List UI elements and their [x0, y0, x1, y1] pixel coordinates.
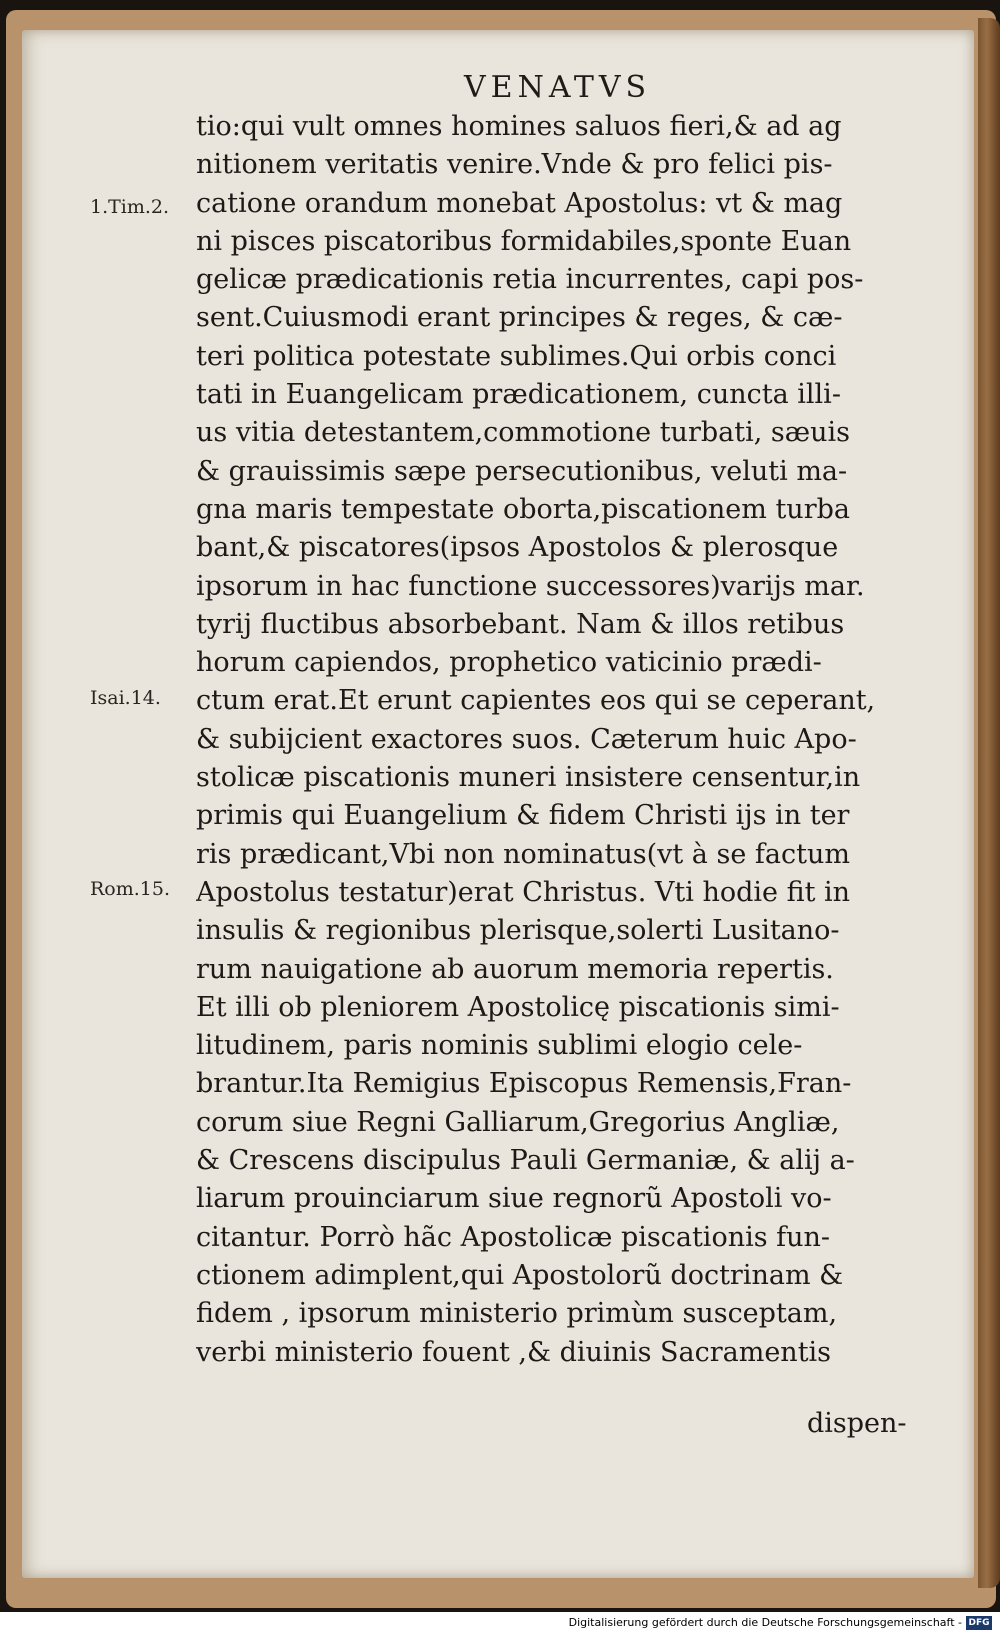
text-line: stolicæ piscationis muneri insistere censentur,in: [196, 762, 861, 794]
funding-credit: Digitalisierung gefördert durch die Deutsche Forschungsgemeinschaft -: [568, 1616, 962, 1629]
text-line: & subijcient exactores suos. Cæterum huic Apo-: [196, 723, 857, 755]
catchword: dispen-: [807, 1408, 907, 1439]
text-line: citantur. Porrò hãc Apostolicæ piscationis fun-: [196, 1221, 831, 1253]
text-line: tyrij fluctibus absorbebant. Nam & illos retibus: [196, 608, 845, 640]
text-line: tio:qui vult omnes homines saluos fieri,& ad ag: [196, 111, 842, 142]
text-line: ctum erat.Et erunt capientes eos qui se ceperant,: [196, 685, 876, 717]
text-line: liarum prouinciarum siue regnorũ Apostoli vo-: [196, 1183, 832, 1215]
margin-note-isai: Isai.14.: [90, 687, 161, 709]
text-line: ris prædicant,Vbi non nominatus(vt à se factum: [196, 838, 850, 870]
text-line: brantur.Ita Remigius Episcopus Remensis,Fran-: [196, 1068, 852, 1100]
text-line: primis qui Euangelium & fidem Christi ijs in ter: [196, 800, 850, 832]
text-line: gelicæ prædicationis retia incurrentes, capi pos-: [196, 264, 864, 296]
text-line: us vitia detestantem,commotione turbati, sæuis: [196, 417, 850, 449]
body-text: [196, 108, 916, 1372]
text-line: catione orandum monebat Apostolus: vt & mag: [196, 187, 843, 219]
text-line: fidem , ipsorum ministerio primùm susceptam,: [196, 1298, 838, 1330]
text-line: rum nauigatione ab auorum memoria repertis.: [196, 953, 834, 985]
text-line: Apostolus testatur)erat Christus. Vti hodie fit in: [196, 876, 851, 908]
book-fore-edge: [978, 18, 1000, 1588]
margin-note-tim: 1.Tim.2.: [90, 196, 170, 218]
text-line: teri politica potestate sublimes.Qui orbis conci: [196, 340, 837, 372]
dfg-logo-icon: DFG: [966, 1616, 992, 1630]
margin-note-rom: Rom.15.: [90, 878, 171, 900]
text-line: ni pisces piscatoribus formidabiles,sponte Euan: [196, 225, 852, 257]
text-line: & grauissimis sæpe persecutionibus, veluti ma-: [196, 455, 848, 487]
text-line: verbi ministerio fouent ,& diuinis Sacramentis: [196, 1336, 832, 1368]
footer-bar: [0, 1612, 1000, 1635]
text-line: ctionem adimplent,qui Apostolorũ doctrinam &: [196, 1259, 844, 1291]
text-line: Et illi ob pleniorem Apostolicę piscationis simi-: [196, 991, 840, 1023]
text-line: horum capiendos, prophetico vaticinio prædi-: [196, 647, 822, 679]
text-line: tati in Euangelicam prædicationem, cuncta illi-: [196, 379, 841, 411]
text-line: litudinem, paris nominis sublimi elogio cele-: [196, 1030, 803, 1062]
text-line: corum siue Regni Galliarum,Gregorius Angliæ,: [196, 1106, 840, 1138]
text-line: gna maris tempestate oborta,piscationem turba: [196, 493, 850, 525]
text-line: sent.Cuiusmodi erant principes & reges, & cæ-: [196, 302, 843, 334]
text-line: insulis & regionibus plerisque,solerti Lusitano-: [196, 915, 840, 947]
text-line: bant,& piscatores(ipsos Apostolos & plerosque: [196, 532, 839, 564]
running-head: VENATVS: [464, 70, 652, 105]
text-line: nitionem veritatis venire.Vnde & pro felici pis-: [196, 149, 833, 181]
text-line: ipsorum in hac functione successores)varijs mar.: [196, 570, 865, 602]
text-line: & Crescens discipulus Pauli Germaniæ, & alij a-: [196, 1145, 855, 1177]
